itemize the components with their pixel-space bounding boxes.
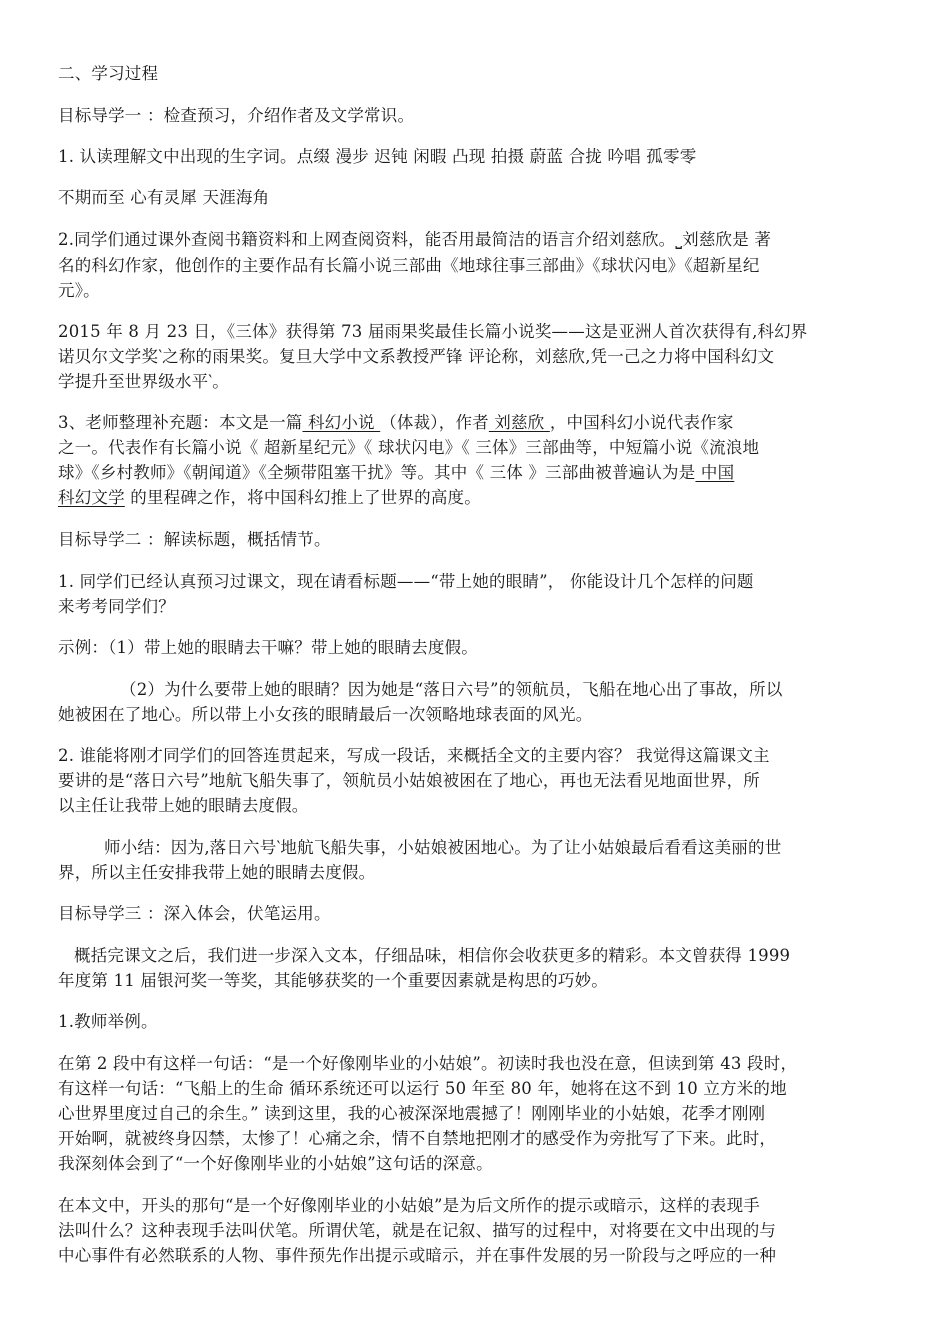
vocab-line-1: 1. 认读理解文中出现的生字词。点缀 漫步 迟钝 闲暇 凸现 拍摄 蔚蓝 合拢 吟唱 孤零零 [58, 147, 697, 166]
example-1: 示例：（1）带上她的眼睛去干嘛？带上她的眼睛去度假。 [58, 638, 478, 657]
section-title: 二、学习过程 [58, 64, 159, 83]
milestone-blank-cont: 科幻文学 [58, 488, 125, 507]
author-blank: 刘慈欣 [488, 413, 550, 432]
author-question-line-1: 2.同学们通过课外查阅书籍资料和上网查阅资料，能否用最简洁的语言介绍刘慈欣。⎵刘慈欣是 著 [58, 230, 772, 249]
example-para-line-2: 有这样一句话：“飞船上的生命 循环系统还可以运行 50 年至 80 年，她将在这不到 10 立方米的地 [58, 1079, 787, 1098]
goal-3-intro-line-2: 年度第 11 届银河奖一等奖，其能够获奖的一个重要因素就是构思的巧妙。 [58, 971, 608, 990]
summary-question-line-2: 要讲的是“落日六号”地航飞船失事了，领航员小姑娘被困在了地心，再也无法看见地面世界，所 [58, 771, 760, 790]
vocab-line-2: 不期而至 心有灵犀 天涯海角 [58, 188, 270, 207]
author-question-line-2: 名的科幻作家，他创作的主要作品有长篇小说三部曲《地球往事三部曲》《球状闪电》《超新星纪 [58, 256, 760, 275]
title-question-line-2: 来考考同学们？ [58, 597, 175, 616]
supplement-text: 球》《乡村教师》《朝闻道》《全频带阻塞干扰》等。其中《 三体 》三部曲被普遍认为是 [58, 463, 696, 482]
example-para-line-1: 在第 2 段中有这样一句话：“是一个好像刚毕业的小姑娘”。初读时我也没在意，但读到第 43 段时， [58, 1054, 798, 1073]
goal-1-heading: 目标导学一 ：检查预习，介绍作者及文学常识。 [58, 106, 415, 125]
teacher-summary-line-2: 界，所以主任安排我带上她的眼睛去度假。 [58, 863, 376, 882]
supplement-line-1 [58, 415, 734, 432]
genre-blank: 科幻小说 [302, 413, 381, 432]
teacher-summary-line-1: 师小结：因为‚落日六号‵地航飞船失事，小姑娘被困地心。为了让小姑娘最后看看这美丽的世 [104, 838, 782, 857]
supplement-text: 的里程碑之作，将中国科幻推上了世界的高度。 [124, 488, 481, 507]
supplement-line-2: 之一。代表作有长篇小说《 超新星纪元》《 球状闪电》《 三体》三部曲等，中短篇小说《流浪地 [58, 438, 760, 457]
hugo-award-line-2: 诺贝尔文学奖‵之称的雨果奖。复旦大学中文系教授严锋 评论称，刘慈欣‚凭一己之力将中国科幻文 [58, 347, 775, 366]
summary-question-line-1: 2. 谁能将刚才同学们的回答连贯起来，写成一段话，来概括全文的主要内容？ 我觉得这篇课文主 [58, 746, 770, 765]
foreshadow-para-line-3: 中心事件有必然联系的人物、事件预先作出提示或暗示，并在事件发展的另一阶段与之呼应的一种 [58, 1246, 777, 1265]
goal-2-heading: 目标导学二 ：解读标题，概括情节。 [58, 530, 331, 549]
goal-3-intro-line-1: 概括完课文之后，我们进一步深入文本，仔细品味，相信你会收获更多的精彩。本文曾获得 1999 [74, 946, 791, 965]
hugo-award-line-1: 2015 年 8 月 23 日，《三体》获得第 73 届雨果奖最佳长篇小说奖——这是亚洲人首次获得有‚科幻界 [58, 322, 808, 341]
milestone-blank: 中国 [695, 463, 735, 482]
summary-question-line-3: 以主任让我带上她的眼睛去度假。 [58, 796, 309, 815]
goal-3-heading: 目标导学三 ：深入体会，伏笔运用。 [58, 904, 331, 923]
supplement-line-4 [58, 490, 481, 507]
foreshadow-para-line-1: 在本文中，开头的那句“是一个好像刚毕业的小姑娘”是为后文所作的提示或暗示，这样的表现手 [58, 1196, 760, 1215]
example-2-line-1: （2）为什么要带上她的眼睛？因为她是“落日六号”的领航员，飞船在地心出了事故，所以 [120, 680, 783, 699]
supplement-text: （体裁），作者 [380, 413, 489, 432]
foreshadow-para-line-2: 法叫什么？这种表现手法叫伏笔。所谓伏笔，就是在记叙、描写的过程中，对将要在文中出现的与 [58, 1221, 777, 1240]
author-question-line-3: 元》。 [58, 281, 100, 300]
supplement-text: 3、老师整理补充题：本文是一篇 [58, 413, 303, 432]
example-para-line-3: 心世界里度过自己的余生。” 读到这里，我的心被深深地震撼了！刚刚毕业的小姑娘，花季才刚刚 [58, 1104, 766, 1123]
teacher-example-heading: 1.教师举例。 [58, 1012, 158, 1031]
supplement-line-3 [58, 465, 734, 482]
supplement-text: ，中国科幻小说代表作家 [549, 413, 734, 432]
example-para-line-4: 开始啊，就被终身囚禁，太惨了！心痛之余，情不自禁地把刚才的感受作为旁批写了下来。此时， [58, 1129, 777, 1148]
example-2-line-2: 她被困在了地心。所以带上小女孩的眼睛最后一次领略地球表面的风光。 [58, 705, 593, 724]
title-question-line-1: 1. 同学们已经认真预习过课文，现在请看标题——“带上她的眼睛”， 你能设计几个怎样的问题 [58, 572, 754, 591]
hugo-award-line-3: 学提升至世界级水平‵。 [58, 372, 229, 391]
example-para-line-5: 我深刻体会到了“一个好像刚毕业的小姑娘”这句话的深意。 [58, 1154, 493, 1173]
